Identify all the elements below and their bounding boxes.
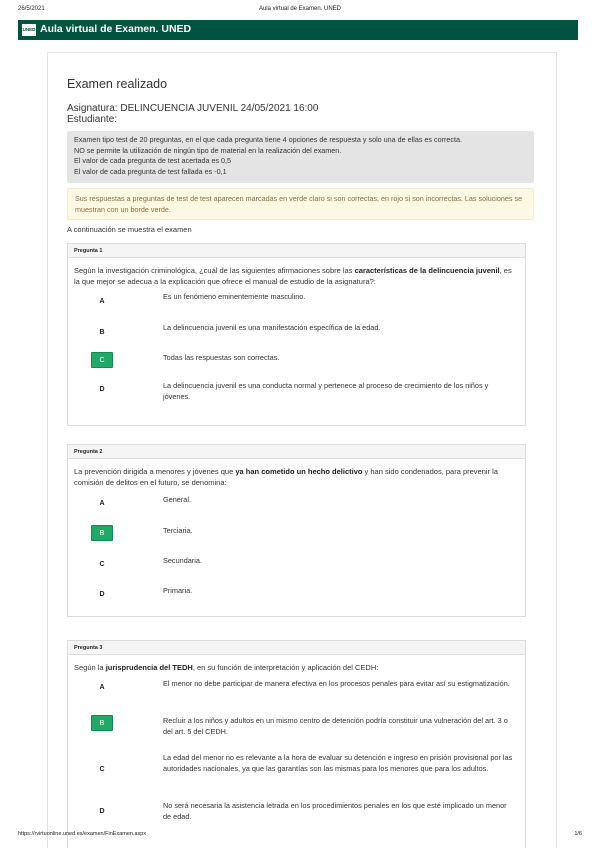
site-title[interactable]: Aula virtual de Examen. UNED <box>40 23 192 35</box>
option-text: La delincuencia juvenil es una manifestación específica de la edad. <box>163 323 381 332</box>
print-header <box>18 6 582 16</box>
option-letter[interactable]: A <box>99 298 105 305</box>
option-letter[interactable]: D <box>99 808 105 815</box>
option-text: Recluir a los niños y adultos en un mismo centro de detención podría constituir una vulneración del art. 3 o del art. 5 del CEDH. <box>163 716 508 736</box>
option-letter[interactable]: D <box>99 591 105 598</box>
answer-legend-notice: Sus respuestas a preguntas de test de test aparecen marcadas en verde claro si son correctas, en rojo si son incorrectas. Las soluciones se muestran con un borde verde. <box>67 188 534 220</box>
option-letter[interactable]: B <box>99 329 105 336</box>
option-text: Secundaria. <box>163 556 202 565</box>
selected-correct-option[interactable]: B <box>91 525 113 541</box>
option-letter[interactable]: A <box>99 684 105 691</box>
uned-logo[interactable]: UNED <box>22 24 36 36</box>
selected-correct-option[interactable]: B <box>91 715 113 731</box>
page-title: Examen realizado <box>67 77 168 91</box>
print-url: https://rvirtuonline.uned.es/examen/FinExamen.aspx <box>18 831 147 837</box>
option-text: General. <box>163 495 191 504</box>
info-line: El valor de cada pregunta de test acertada es 0,5 <box>74 156 232 165</box>
option-text: No será necesaria la asistencia letrada en los procedimientos penales en los que esté implicado un menor de edad. <box>163 801 507 821</box>
option-text: Terciaria. <box>163 526 193 535</box>
option-text: Primaria. <box>163 586 193 595</box>
question-card-2 <box>67 444 526 617</box>
question-card-1 <box>67 243 526 426</box>
option-text: La delincuencia juvenil es una conducta normal y pertenece al proceso de crecimiento de los niños y jóvenes. <box>163 381 489 401</box>
subject-line: Asignatura: DELINCUENCIA JUVENIL 24/05/2021 16:00 <box>67 103 319 114</box>
option-letter[interactable]: C <box>99 766 105 773</box>
info-line: NO se permite la utilización de ningún tipo de material en la realización del examen. <box>74 145 342 155</box>
option-text: La edad del menor no es relevante a la hora de evaluar su detención e ingreso en prisión provisional por las autoridades nacionales, ya que las garantías son las mismas para los menores que para los adultos. <box>163 753 513 773</box>
question-text: Según la investigación criminológica, ¿cuál de las siguientes afirmaciones sobre las características de la delincuencia juvenil, es la que mejor se adecua a la explicación que ofrece el manual de estudio de la asignatura?: <box>74 266 512 286</box>
option-text: Todas las respuestas son correctas. <box>163 353 280 362</box>
navbar <box>18 20 578 40</box>
student-line: Estudiante: <box>67 114 118 125</box>
option-letter[interactable]: D <box>99 386 105 393</box>
option-text: El menor no debe participar de manera efectiva en los procesos penales para evitar así su estigmatización. <box>163 679 510 688</box>
question-card-3 <box>67 640 526 848</box>
option-text: Es un fenómeno eminentemente masculino. <box>163 292 306 301</box>
info-line: Examen tipo test de 20 preguntas, en el que cada pregunta tiene 4 opciones de respuesta y solo una de ellas es correcta. <box>74 135 462 144</box>
continuation-text: A continuación se muestra el examen <box>67 225 192 234</box>
page-number: 1/6 <box>574 831 582 837</box>
print-date: 26/5/2021 <box>18 6 45 12</box>
print-footer <box>18 831 582 841</box>
option-letter[interactable]: C <box>99 561 105 568</box>
info-line: El valor de cada pregunta de test fallada es -0,1 <box>74 166 227 176</box>
exam-card <box>47 52 557 848</box>
question-label: Pregunta 1 <box>68 244 525 258</box>
exam-info-box <box>67 131 534 183</box>
question-text: Según la jurisprudencia del TEDH, en su función de interpretación y aplicación del CEDH: <box>74 663 379 672</box>
option-letter[interactable]: A <box>99 500 105 507</box>
selected-correct-option[interactable]: C <box>91 352 113 368</box>
question-text: La prevención dirigida a menores y jóvenes que ya han cometido un hecho delictivo y han sido condenados, para prevenir la comisión de delitos en el futuro, se denomina: <box>74 467 498 487</box>
question-label: Pregunta 3 <box>68 641 525 655</box>
print-title: Aula virtual de Examen. UNED <box>258 6 342 12</box>
question-label: Pregunta 2 <box>68 445 525 459</box>
